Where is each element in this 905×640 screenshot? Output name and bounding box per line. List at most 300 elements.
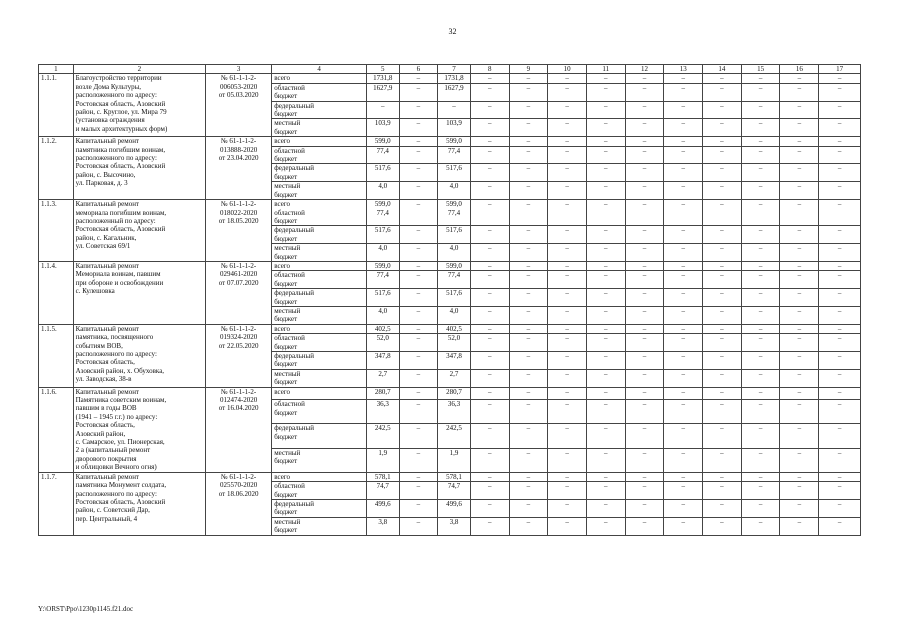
- amount-c17: –: [819, 226, 861, 244]
- amount-c16: –: [780, 244, 819, 262]
- amount-c16: –: [780, 400, 819, 424]
- amount-c12: –: [625, 324, 664, 333]
- amount-c6: –: [399, 387, 438, 400]
- object-name-line: Памятника советским воинам,: [75, 396, 167, 405]
- funding-source: [272, 289, 367, 307]
- amount-c8: –: [470, 146, 509, 164]
- amount-c10: –: [548, 424, 587, 448]
- amount-c16: –: [780, 200, 819, 226]
- expertise-doc-line: 019324-2020: [219, 333, 258, 342]
- funding-source-line: бюджет: [274, 408, 298, 417]
- object-name-line: пер. Центральный, 4: [75, 514, 138, 523]
- amount-c8: –: [470, 334, 509, 352]
- funding-source: [272, 164, 367, 182]
- funding-source-line: местный: [274, 448, 301, 457]
- row-number: [39, 387, 74, 472]
- amount-c8: –: [470, 182, 509, 200]
- funding-source: [272, 119, 367, 137]
- amount-c11: –: [586, 164, 625, 182]
- amount-c10: –: [548, 306, 587, 324]
- amount-c15: –: [741, 472, 780, 481]
- amount-c5: 1731,8: [366, 74, 399, 83]
- object-name-line: Капитальный ремонт: [75, 137, 139, 146]
- amount-c11: –: [586, 182, 625, 200]
- amount-c8: –: [470, 101, 509, 119]
- funding-source-line: бюджет: [274, 456, 298, 465]
- amount-c12: –: [625, 164, 664, 182]
- amount-c13: –: [664, 226, 703, 244]
- amount-c11: –: [586, 74, 625, 83]
- column-number: 1: [39, 65, 74, 74]
- amount-c15: –: [741, 137, 780, 146]
- amount-c10: –: [548, 289, 587, 307]
- amount-c12: –: [625, 146, 664, 164]
- column-number: 11: [586, 65, 625, 74]
- amount-c10: –: [548, 352, 587, 370]
- amount-c16: –: [780, 83, 819, 101]
- amount-c17: –: [819, 387, 861, 400]
- amount-c9: –: [509, 306, 548, 324]
- expertise-doc-line: 012474-2020: [219, 396, 258, 405]
- amount-c11: –: [586, 482, 625, 500]
- object-name-line: район, с. Круглое, ул. Мира 79: [75, 108, 167, 117]
- amount-c10: –: [548, 261, 587, 270]
- amount-c10: –: [548, 74, 587, 83]
- amount-c14: –: [703, 164, 742, 182]
- row-number-text: 1.1.5.: [41, 324, 57, 333]
- column-number: 17: [819, 65, 861, 74]
- amount-c14: –: [703, 261, 742, 270]
- funding-source: [272, 369, 367, 387]
- row-number: [39, 200, 74, 262]
- amount-c7: 402,5: [438, 324, 471, 333]
- amount-c7: 599,0: [438, 137, 471, 146]
- object-name-line: Ростовская область, Азовский: [75, 99, 166, 108]
- amount-c10: –: [548, 448, 587, 472]
- footer-path: Y:\ORST\Ppo\1230p1145.f21.doc: [38, 605, 134, 613]
- funding-source-line: бюджет: [274, 315, 298, 324]
- amount-c10: –: [548, 482, 587, 500]
- amount-c11: –: [586, 146, 625, 164]
- amount-c16: –: [780, 306, 819, 324]
- object-name-line: павшим в годы ВОВ: [75, 404, 137, 413]
- amount-c17: –: [819, 261, 861, 270]
- amount-c5: 36,3: [366, 400, 399, 424]
- table-row: [39, 200, 861, 226]
- amount-c8: –: [470, 499, 509, 517]
- row-number-text: 1.1.1.: [41, 74, 57, 83]
- amount-c9: –: [509, 387, 548, 400]
- amount-c7: 1731,8: [438, 74, 471, 83]
- expertise-doc: [206, 74, 272, 137]
- amount-c16: –: [780, 387, 819, 400]
- funding-source: [272, 334, 367, 352]
- object-name: [73, 324, 205, 387]
- amount-c8: –: [470, 200, 509, 226]
- funding-source-line: всего: [274, 200, 290, 209]
- amount-c15: –: [741, 146, 780, 164]
- amount-c12: –: [625, 517, 664, 535]
- expertise-doc-line: № 61-1-1-2-: [221, 137, 257, 146]
- expertise-doc-line: 006053-2020: [219, 82, 258, 91]
- amount-c12: –: [625, 101, 664, 119]
- amount-c13: –: [664, 83, 703, 101]
- funding-source-line: федеральный: [274, 289, 315, 298]
- amount-c15: –: [741, 271, 780, 289]
- amount-c5: 1,9: [366, 448, 399, 472]
- object-name-line: Капитальный ремонт: [75, 261, 139, 270]
- amount-c5: 4,0: [366, 306, 399, 324]
- funding-source-line: бюджет: [274, 297, 298, 306]
- funding-source-line: бюджет: [274, 172, 298, 181]
- object-name-line: Мемориала воинам, павшим: [75, 270, 161, 279]
- amount-c17: –: [819, 271, 861, 289]
- object-name-line: расположенного по адресу:: [75, 489, 157, 498]
- amount-c5: 402,5: [366, 324, 399, 333]
- expertise-doc-line: от 05.03.2020: [218, 91, 259, 100]
- funding-source-line: всего: [274, 324, 290, 333]
- expertise-doc-line: от 23.04.2020: [218, 154, 259, 163]
- expertise-doc: [206, 261, 272, 324]
- amount-c8: –: [470, 83, 509, 101]
- amount-c5: 517,6: [366, 289, 399, 307]
- amount-c10: –: [548, 324, 587, 333]
- amount-c9: –: [509, 271, 548, 289]
- column-number: 4: [272, 65, 367, 74]
- amount-c17: –: [819, 289, 861, 307]
- amount-c11: –: [586, 369, 625, 387]
- amount-c9: –: [509, 289, 548, 307]
- funding-source-line: федеральный: [274, 101, 315, 110]
- amount-c17: –: [819, 448, 861, 472]
- amount-c12: –: [625, 119, 664, 137]
- amount-c8: –: [470, 424, 509, 448]
- amount-c13: –: [664, 271, 703, 289]
- amount-c13: –: [664, 387, 703, 400]
- amount-c13: –: [664, 369, 703, 387]
- amount-c16: –: [780, 271, 819, 289]
- amount-c6: –: [399, 517, 438, 535]
- amount-c13: –: [664, 324, 703, 333]
- amount-c9: –: [509, 261, 548, 270]
- funding-source: [272, 499, 367, 517]
- amount-c16: –: [780, 261, 819, 270]
- amount-c12: –: [625, 448, 664, 472]
- column-number: 5: [366, 65, 399, 74]
- amount-c12: –: [625, 137, 664, 146]
- amount-c5: 280,7: [366, 387, 399, 400]
- amount-c13: –: [664, 261, 703, 270]
- amount-c12: –: [625, 271, 664, 289]
- amount-c11: –: [586, 517, 625, 535]
- amount-c7: 242,5: [438, 424, 471, 448]
- amount-c5: 242,5: [366, 424, 399, 448]
- column-number: 7: [438, 65, 471, 74]
- amount-c15: –: [741, 289, 780, 307]
- funding-source-line: местный: [274, 244, 301, 253]
- object-name-line: Ростовская область, Азовский: [75, 225, 166, 234]
- amount-c5: 4,0: [366, 182, 399, 200]
- object-name-line: Ростовская область, Азовский: [75, 162, 166, 171]
- funding-source: [272, 137, 367, 146]
- funding-source-line: местный: [274, 306, 301, 315]
- amount-c5: 3,8: [366, 517, 399, 535]
- amount-c9: –: [509, 448, 548, 472]
- amount-c8: –: [470, 119, 509, 137]
- amount-c12: –: [625, 400, 664, 424]
- amount-c9: –: [509, 472, 548, 481]
- amount-c8: –: [470, 271, 509, 289]
- object-name-line: Капитальный ремонт: [75, 324, 139, 333]
- table-row: [39, 261, 861, 270]
- row-number: [39, 261, 74, 324]
- amount-c9: –: [509, 400, 548, 424]
- amount-c15: –: [741, 424, 780, 448]
- funding-source-line: бюджет: [274, 526, 298, 535]
- amount-c10: –: [548, 517, 587, 535]
- expertise-doc-line: № 61-1-1-2-: [221, 261, 257, 270]
- amount-c14: –: [703, 387, 742, 400]
- funding-source-line: областной: [274, 482, 305, 491]
- amount-c11: –: [586, 472, 625, 481]
- funding-source: [272, 472, 367, 481]
- amount-c16: –: [780, 164, 819, 182]
- amount-c13: –: [664, 424, 703, 448]
- amount-c16: –: [780, 226, 819, 244]
- amount-c16: –: [780, 369, 819, 387]
- amount-c7: –: [438, 101, 471, 119]
- object-name-line: и малых архитектурных форм): [75, 124, 168, 133]
- expertise-doc-line: от 22.05.2020: [218, 341, 259, 350]
- amount-c16: –: [780, 74, 819, 83]
- funding-source-line: всего: [274, 137, 290, 146]
- object-name-line: с. Самарское, ул. Пионерская,: [75, 438, 165, 447]
- amount-c8: –: [470, 352, 509, 370]
- amount-c15: –: [741, 306, 780, 324]
- amount-c15: –: [741, 517, 780, 535]
- amount-c13: –: [664, 119, 703, 137]
- amount-c13: –: [664, 182, 703, 200]
- amount-c8: –: [470, 472, 509, 481]
- funding-source-line: всего: [274, 472, 290, 481]
- funding-source: [272, 352, 367, 370]
- amount-c13: –: [664, 472, 703, 481]
- funding-source: [272, 74, 367, 83]
- object-name: [73, 472, 205, 535]
- amount-c14: –: [703, 448, 742, 472]
- amount-c14: –: [703, 499, 742, 517]
- funding-source-line: бюджет: [274, 252, 298, 261]
- funding-source: [272, 424, 367, 448]
- amount-c16: –: [780, 137, 819, 146]
- amount-c5: 517,6: [366, 164, 399, 182]
- amount-c11: –: [586, 271, 625, 289]
- amount-c6: –: [399, 448, 438, 472]
- row-number-text: 1.1.6.: [41, 387, 57, 396]
- amount-c17: –: [819, 182, 861, 200]
- amount-c17: –: [819, 352, 861, 370]
- amount-c12: –: [625, 182, 664, 200]
- object-name-line: Капитальный ремонт: [75, 387, 139, 396]
- amount-c10: –: [548, 119, 587, 137]
- column-number: 13: [664, 65, 703, 74]
- amount-c15: –: [741, 369, 780, 387]
- amount-c9: –: [509, 226, 548, 244]
- amount-c11: –: [586, 119, 625, 137]
- object-name-line: событиям ВОВ,: [75, 341, 123, 350]
- funding-source-line: бюджет: [274, 378, 298, 387]
- funding-source: [272, 306, 367, 324]
- object-name-line: Ростовская область,: [75, 421, 135, 430]
- table-row: [39, 74, 861, 83]
- amount-c5: 77,4: [366, 271, 399, 289]
- amount-c11: –: [586, 499, 625, 517]
- expertise-doc-line: от 07.07.2020: [218, 278, 259, 287]
- amount-c5: 103,9: [366, 119, 399, 137]
- amount-c14: –: [703, 83, 742, 101]
- amount-c9: –: [509, 200, 548, 226]
- amount-c15: –: [741, 448, 780, 472]
- object-name-line: район, с. Советский Дар,: [75, 506, 150, 515]
- funding-source: [272, 517, 367, 535]
- object-name-line: памятника Монумент солдата,: [75, 481, 167, 490]
- row-number-text: 1.1.7.: [41, 472, 57, 481]
- table-row: [39, 324, 861, 333]
- funding-source-line: федеральный: [274, 226, 315, 235]
- funding-source: [272, 146, 367, 164]
- expertise-doc-line: от 16.04.2020: [218, 404, 259, 413]
- amount-c9: –: [509, 499, 548, 517]
- amount-c13: –: [664, 482, 703, 500]
- amount-c17: –: [819, 101, 861, 119]
- amount-c9: –: [509, 146, 548, 164]
- amount-c10: –: [548, 244, 587, 262]
- amount-c13: –: [664, 101, 703, 119]
- amount-c12: –: [625, 74, 664, 83]
- amount-c17: –: [819, 400, 861, 424]
- amount-c11: –: [586, 306, 625, 324]
- amount-c14: –: [703, 306, 742, 324]
- amount-c12: –: [625, 200, 664, 226]
- amount-c6: –: [399, 324, 438, 333]
- amount-c5: 599,0 77,4: [366, 200, 399, 226]
- amount-c14: –: [703, 74, 742, 83]
- funding-source-line: федеральный: [274, 164, 315, 173]
- amount-c7: 36,3: [438, 400, 471, 424]
- amount-c7: 52,0: [438, 334, 471, 352]
- object-name-line: Капитальный ремонт: [75, 472, 139, 481]
- amount-c15: –: [741, 400, 780, 424]
- funding-source-line: областной: [274, 83, 305, 92]
- amount-c11: –: [586, 424, 625, 448]
- funding-source-line: бюджет: [274, 490, 298, 499]
- amount-c5: 77,4: [366, 146, 399, 164]
- amount-c13: –: [664, 200, 703, 226]
- amount-c13: –: [664, 137, 703, 146]
- amount-c7: 4,0: [438, 306, 471, 324]
- amount-c8: –: [470, 289, 509, 307]
- amount-c13: –: [664, 499, 703, 517]
- funding-source-line: местный: [274, 182, 301, 191]
- funding-source-line: бюджет: [274, 92, 298, 101]
- object-name: [73, 261, 205, 324]
- amount-c10: –: [548, 182, 587, 200]
- amount-c7: 4,0: [438, 182, 471, 200]
- amount-c13: –: [664, 517, 703, 535]
- amount-c15: –: [741, 387, 780, 400]
- object-name-line: памятника, посвященного: [75, 333, 154, 342]
- expertise-doc-line: № 61-1-1-2-: [221, 200, 257, 209]
- amount-c15: –: [741, 200, 780, 226]
- amount-c14: –: [703, 101, 742, 119]
- amount-c17: –: [819, 482, 861, 500]
- amount-c7: 103,9: [438, 119, 471, 137]
- amount-c8: –: [470, 244, 509, 262]
- amount-c17: –: [819, 244, 861, 262]
- funding-source: [272, 101, 367, 119]
- funding-source-line: бюджет: [274, 216, 298, 225]
- amount-c11: –: [586, 448, 625, 472]
- funding-source-line: федеральный: [274, 424, 315, 433]
- amount-c6: –: [399, 164, 438, 182]
- expertise-doc-line: от 18.06.2020: [218, 489, 259, 498]
- amount-c14: –: [703, 200, 742, 226]
- amount-c8: –: [470, 306, 509, 324]
- amount-c10: –: [548, 387, 587, 400]
- amount-c14: –: [703, 182, 742, 200]
- funding-source: [272, 261, 367, 270]
- amount-c8: –: [470, 400, 509, 424]
- row-number-text: 1.1.2.: [41, 137, 57, 146]
- amount-c11: –: [586, 200, 625, 226]
- amount-c10: –: [548, 164, 587, 182]
- amount-c5: 599,0: [366, 261, 399, 270]
- amount-c5: 74,7: [366, 482, 399, 500]
- amount-c12: –: [625, 244, 664, 262]
- amount-c12: –: [625, 482, 664, 500]
- amount-c7: 2,7: [438, 369, 471, 387]
- amount-c7: 1627,9: [438, 83, 471, 101]
- funding-source-line: местный: [274, 119, 301, 128]
- amount-c8: –: [470, 74, 509, 83]
- object-name-line: памятника погибшим воинам,: [75, 145, 166, 154]
- amount-c6: –: [399, 472, 438, 481]
- amount-c14: –: [703, 289, 742, 307]
- object-name-line: район, с. Кагальник,: [75, 233, 137, 242]
- amount-c6: –: [399, 499, 438, 517]
- amount-c13: –: [664, 164, 703, 182]
- amount-c15: –: [741, 164, 780, 182]
- amount-c6: –: [399, 306, 438, 324]
- funding-source: [272, 387, 367, 400]
- funding-source-line: бюджет: [274, 110, 298, 119]
- amount-c7: 77,4: [438, 146, 471, 164]
- expertise-doc-line: 013888-2020: [219, 145, 258, 154]
- amount-c9: –: [509, 334, 548, 352]
- amount-c14: –: [703, 482, 742, 500]
- amount-c17: –: [819, 517, 861, 535]
- amount-c12: –: [625, 334, 664, 352]
- expertise-doc-line: № 61-1-1-2-: [221, 74, 257, 83]
- object-name: [73, 74, 205, 137]
- amount-c10: –: [548, 472, 587, 481]
- amount-c8: –: [470, 164, 509, 182]
- column-number: 9: [509, 65, 548, 74]
- row-number: [39, 137, 74, 200]
- expertise-doc-line: № 61-1-1-2-: [221, 324, 257, 333]
- row-number: [39, 74, 74, 137]
- amount-c5: 4,0: [366, 244, 399, 262]
